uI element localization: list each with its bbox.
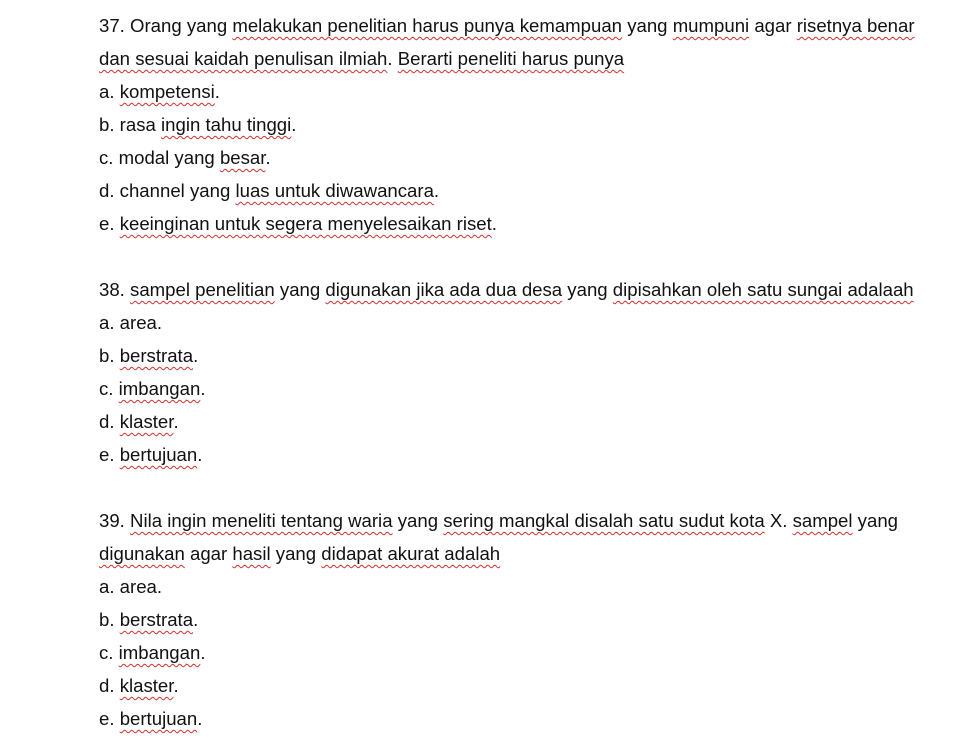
text-run: . bbox=[197, 444, 203, 465]
text-line bbox=[99, 45, 915, 78]
text-run: . bbox=[200, 642, 206, 663]
misspelled-text: dan sesuai kaidah penulisan ilmiah bbox=[99, 48, 388, 69]
text-line bbox=[99, 210, 915, 243]
blank-line bbox=[99, 474, 915, 507]
text-run: c. bbox=[99, 378, 119, 399]
text-line bbox=[99, 408, 915, 441]
text-run: . bbox=[200, 378, 206, 399]
text-line bbox=[99, 276, 915, 309]
misspelled-text: bertujuan bbox=[119, 708, 198, 729]
text-run: yang bbox=[852, 510, 899, 531]
text-line bbox=[99, 705, 915, 738]
blank-line bbox=[99, 243, 915, 276]
text-run: a. area. bbox=[99, 576, 163, 597]
text-run: a. bbox=[99, 81, 120, 102]
text-run: . bbox=[265, 147, 271, 168]
text-run: e. bbox=[99, 444, 120, 465]
misspelled-text: ingin tahu tinggi bbox=[161, 114, 292, 135]
text-run: . bbox=[193, 609, 199, 630]
misspelled-text: bertujuan bbox=[119, 444, 198, 465]
misspelled-text: dipisahkan oleh satu sungai adalaah bbox=[612, 279, 914, 300]
text-run: . bbox=[387, 48, 398, 69]
misspelled-text: berstrata bbox=[119, 345, 194, 366]
text-run: yang bbox=[274, 279, 326, 300]
text-run: . bbox=[173, 675, 179, 696]
misspelled-text: sampel bbox=[792, 510, 853, 531]
text-line bbox=[99, 606, 915, 639]
text-line bbox=[99, 144, 915, 177]
misspelled-text: berstrata bbox=[119, 609, 194, 630]
text-line bbox=[99, 78, 915, 111]
text-run: d. bbox=[99, 411, 120, 432]
text-line bbox=[99, 111, 915, 144]
misspelled-text: imbangan bbox=[118, 642, 201, 663]
misspelled-text: imbangan bbox=[118, 378, 201, 399]
text-run: b. rasa bbox=[99, 114, 162, 135]
text-line bbox=[99, 639, 915, 672]
text-run: . bbox=[291, 114, 297, 135]
text-line bbox=[99, 573, 915, 606]
text-line bbox=[99, 342, 915, 375]
misspelled-text: hasil bbox=[232, 543, 271, 564]
text-run: 38. bbox=[99, 279, 131, 300]
text-run: . bbox=[433, 180, 440, 201]
misspelled-text: keeinginan untuk segera menyelesaikan riset bbox=[119, 213, 492, 234]
misspelled-text: mumpuni bbox=[672, 15, 750, 36]
misspelled-text: sering mangkal disalah satu sudut kota bbox=[443, 510, 765, 531]
text-run: e. bbox=[99, 708, 120, 729]
misspelled-text: melakukan penelitian harus punya kemampuan bbox=[232, 15, 623, 36]
misspelled-text: didapat akurat adalah bbox=[321, 543, 501, 564]
text-line bbox=[99, 177, 915, 210]
text-line bbox=[99, 672, 915, 705]
misspelled-text: klaster bbox=[119, 675, 174, 696]
misspelled-text: Berarti peneliti harus punya bbox=[397, 48, 625, 69]
text-run: b. bbox=[99, 609, 120, 630]
text-run: agar bbox=[184, 543, 233, 564]
misspelled-text: besar bbox=[219, 147, 266, 168]
text-run: a. area. bbox=[99, 312, 163, 333]
text-run: yang bbox=[270, 543, 322, 564]
text-run: yang bbox=[562, 279, 613, 300]
text-line bbox=[99, 375, 915, 408]
text-line bbox=[99, 507, 915, 540]
text-run: . bbox=[173, 411, 179, 432]
misspelled-text: digunakan jika ada dua desa bbox=[325, 279, 563, 300]
misspelled-text: Nila ingin meneliti tentang waria bbox=[130, 510, 393, 531]
text-run: c. bbox=[99, 642, 119, 663]
text-run: agar bbox=[749, 15, 797, 36]
text-run: . bbox=[491, 213, 497, 234]
text-run: 37. Orang yang bbox=[99, 15, 233, 36]
text-run: e. bbox=[99, 213, 120, 234]
text-run: 39. bbox=[99, 510, 131, 531]
text-run: . bbox=[193, 345, 199, 366]
text-line bbox=[99, 540, 915, 573]
misspelled-text: digunakan bbox=[99, 543, 185, 564]
misspelled-text: risetnya benar bbox=[796, 15, 915, 36]
misspelled-text: kompetensi bbox=[119, 81, 215, 102]
text-run: X. bbox=[764, 510, 793, 531]
text-run: c. modal yang bbox=[99, 147, 220, 168]
text-run: b. bbox=[99, 345, 120, 366]
misspelled-text: luas untuk diwawancara bbox=[235, 180, 434, 201]
misspelled-text: sampel penelitian bbox=[130, 279, 275, 300]
text-line bbox=[99, 441, 915, 474]
text-run: yang bbox=[622, 15, 673, 36]
misspelled-text: klaster bbox=[119, 411, 174, 432]
text-run: . bbox=[197, 708, 203, 729]
text-run: yang bbox=[392, 510, 444, 531]
document-body[interactable] bbox=[99, 12, 915, 738]
text-line bbox=[99, 309, 915, 342]
text-run: d. bbox=[99, 675, 120, 696]
text-line bbox=[99, 12, 915, 45]
text-run: . bbox=[214, 81, 220, 102]
text-run: d. channel yang bbox=[99, 180, 236, 201]
